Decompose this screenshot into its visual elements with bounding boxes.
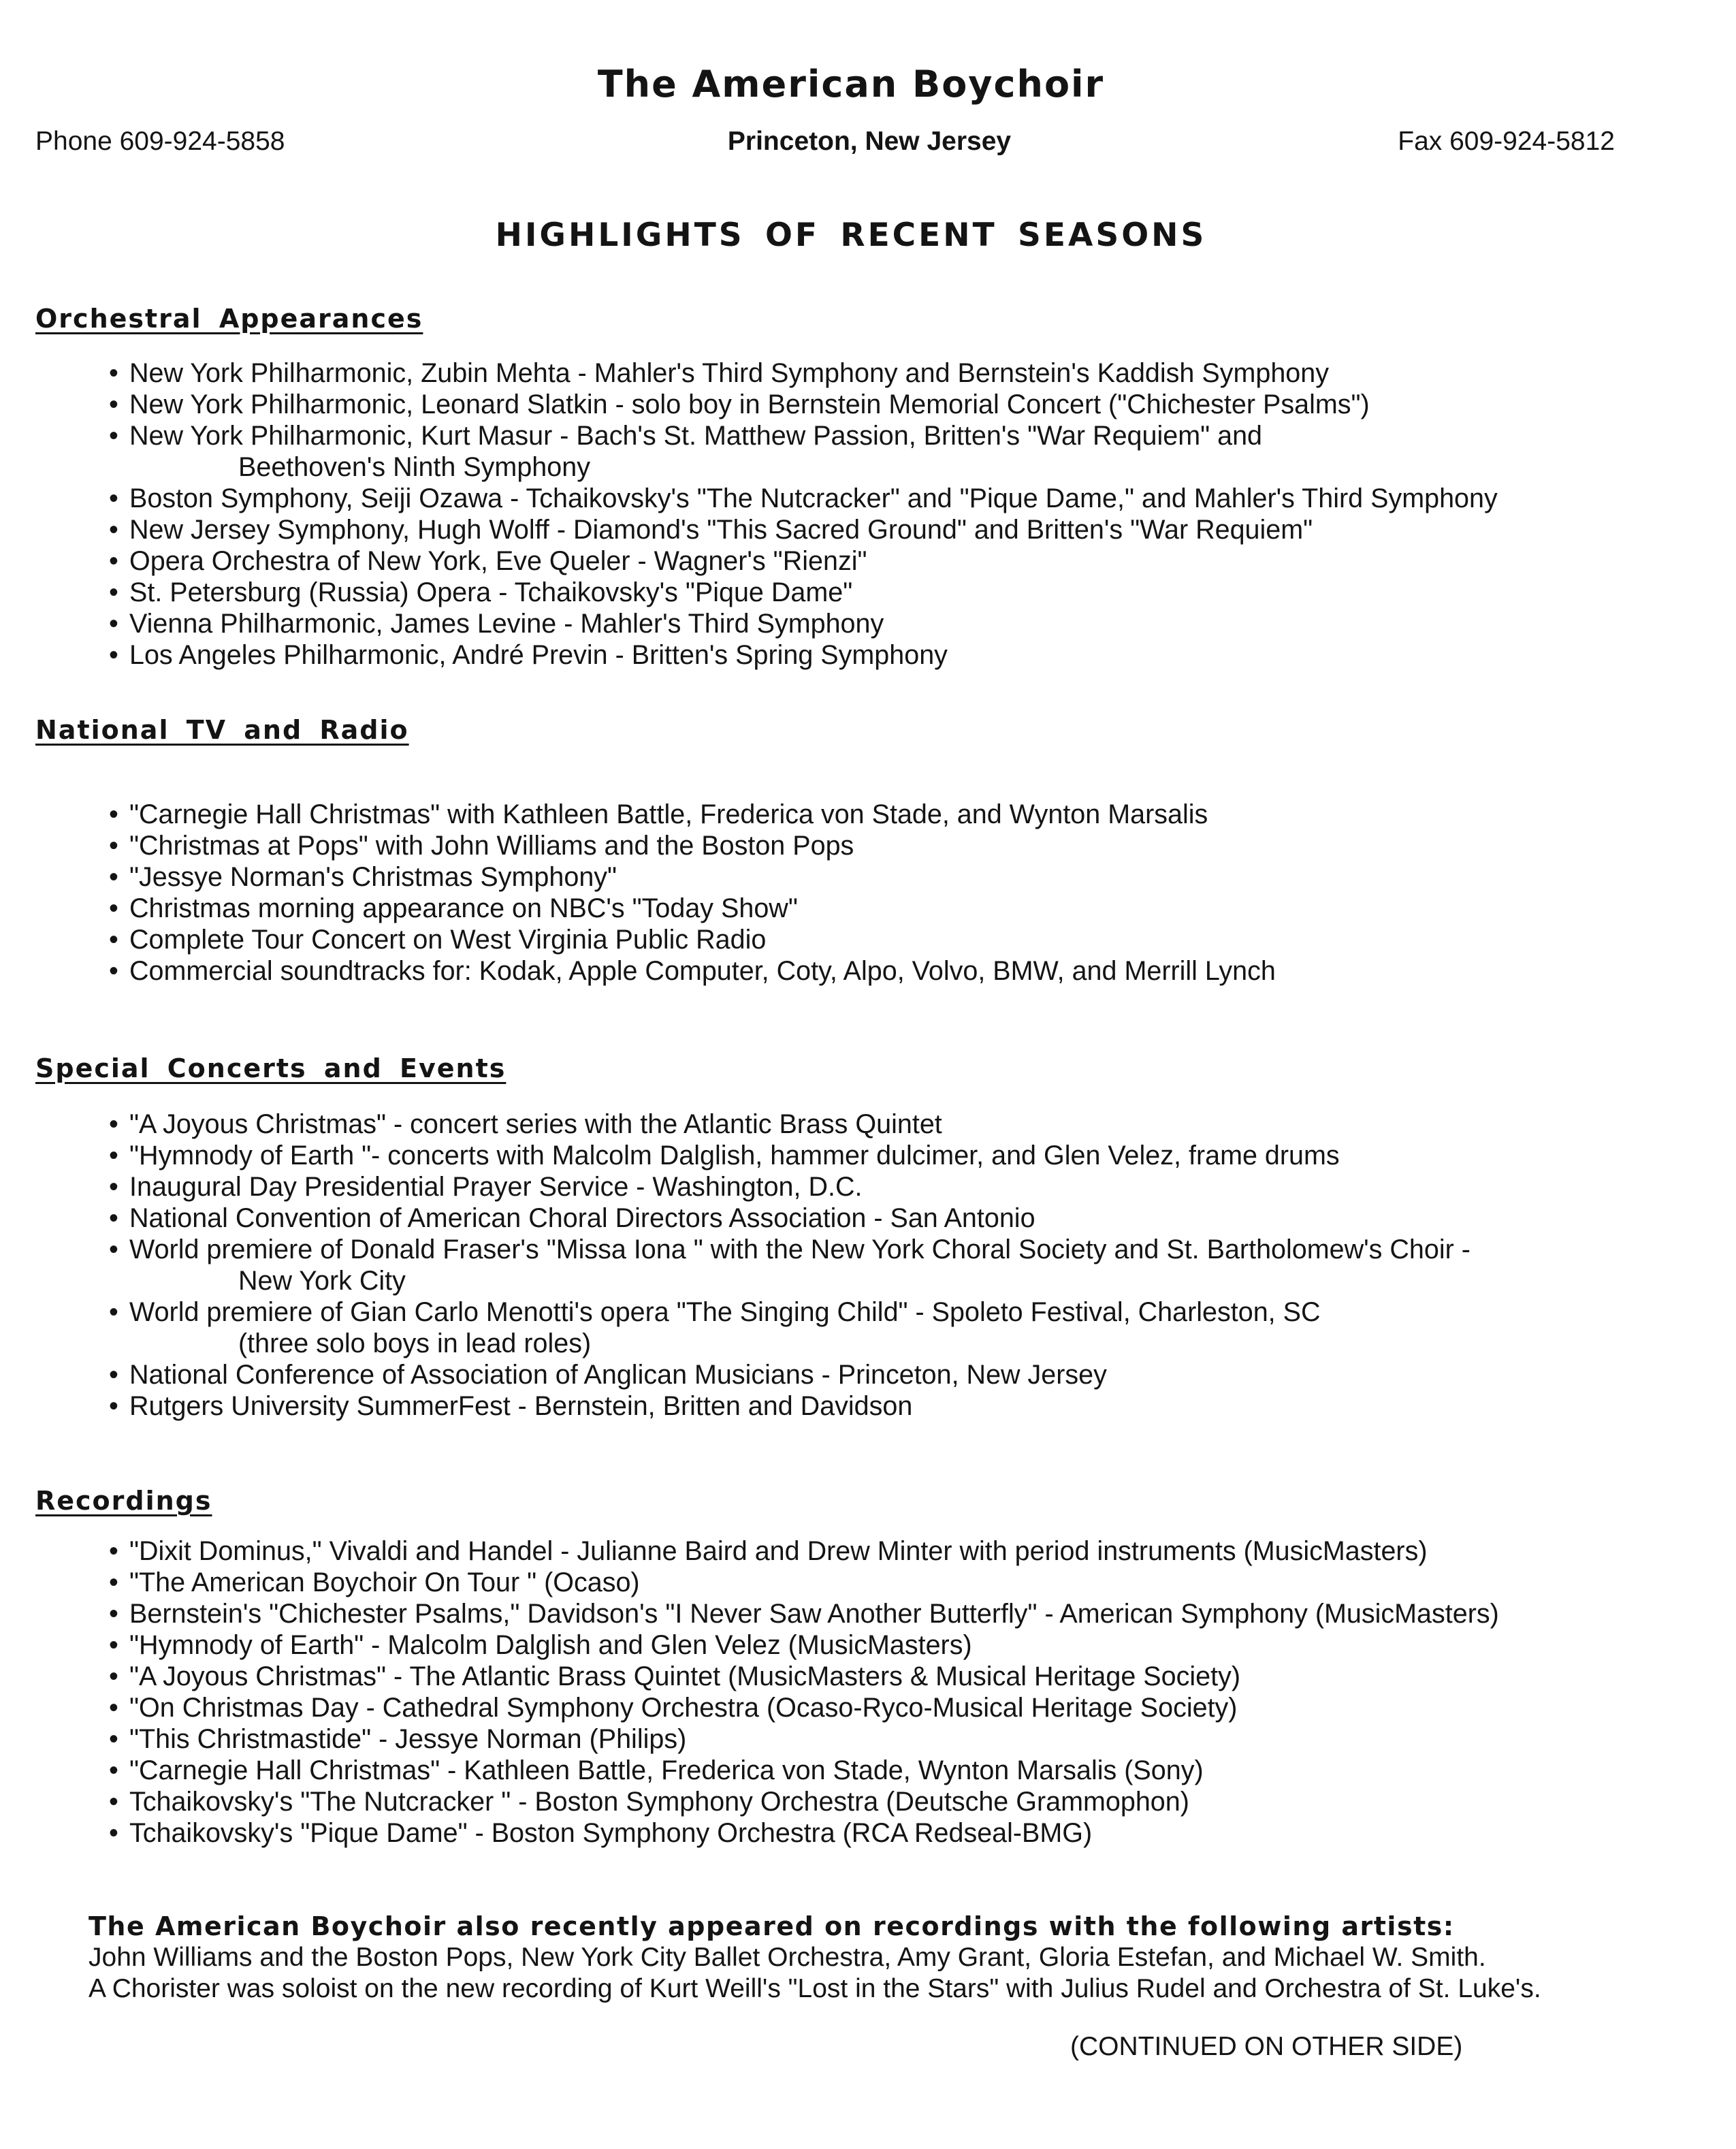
list-item	[109, 514, 1498, 545]
fax-number: Fax 609-924-5812	[1398, 127, 1615, 156]
list-item-text: Vienna Philharmonic, James Levine - Mahler's Third Symphony	[129, 609, 884, 639]
list-item-text: "Carnegie Hall Christmas" with Kathleen Battle, Frederica von Stade, and Wynton Marsalis	[129, 799, 1208, 829]
list-item-text: Los Angeles Philharmonic, André Previn - Britten's Spring Symphony	[129, 640, 948, 670]
list-item-text: "The American Boychoir On Tour " (Ocaso)	[129, 1567, 640, 1597]
list-item	[109, 861, 1276, 893]
list-item-text: "Christmas at Pops" with John Williams and the Boston Pops	[129, 831, 854, 861]
list-item-text: Christmas morning appearance on NBC's "Today Show"	[129, 893, 798, 923]
list-item	[109, 1535, 1499, 1567]
list-item-continuation: New York City	[238, 1266, 406, 1296]
list-item-text: Tchaikovsky's "Pique Dame" - Boston Symphony Orchestra (RCA Redseal-BMG)	[129, 1818, 1093, 1848]
list-item-text: "Hymnody of Earth "- concerts with Malcolm Dalglish, hammer dulcimer, and Glen Velez, frame drums	[129, 1141, 1340, 1171]
list-item	[109, 1203, 1470, 1234]
list-item-text: Opera Orchestra of New York, Eve Queler - Wagner's "Rienzi"	[129, 546, 867, 576]
recordings-list	[109, 1535, 1499, 1849]
page-heading: HIGHLIGHTS OF RECENT SEASONS	[495, 217, 1207, 254]
list-item-text: New York Philharmonic, Zubin Mehta - Mahler's Third Symphony and Bernstein's Kaddish Symphony	[129, 358, 1329, 388]
orchestral-list	[109, 357, 1498, 671]
list-item	[109, 1817, 1499, 1849]
list-item-text: Tchaikovsky's "The Nutcracker " - Boston Symphony Orchestra (Deutsche Grammophon)	[129, 1787, 1189, 1817]
list-item-text: "Dixit Dominus," Vivaldi and Handel - Julianne Baird and Drew Minter with period instruments (MusicMasters)	[129, 1536, 1428, 1566]
list-item-text: St. Petersburg (Russia) Opera - Tchaikovsky's "Pique Dame"	[129, 577, 853, 607]
list-item	[109, 545, 1498, 577]
closing-line-artists: John Williams and the Boston Pops, New York City Ballet Orchestra, Amy Grant, Gloria Estefan, and Michael W. Smith.	[89, 1943, 1486, 1972]
contact-row	[35, 127, 1615, 168]
list-item	[109, 1109, 1470, 1140]
section-heading-tv-radio: National TV and Radio	[35, 715, 409, 745]
list-item	[109, 830, 1276, 861]
list-item-text: Commercial soundtracks for: Kodak, Apple Computer, Coty, Alpo, Volvo, BMW, and Merrill Lynch	[129, 956, 1276, 986]
list-item	[109, 1140, 1470, 1171]
list-item	[109, 799, 1276, 830]
list-item-text: Boston Symphony, Seiji Ozawa - Tchaikovsky's "The Nutcracker" and "Pique Dame," and Mahler's Third Symphony	[129, 483, 1498, 513]
list-item	[109, 1786, 1499, 1817]
continued-note: (CONTINUED ON OTHER SIDE)	[1070, 2032, 1463, 2061]
list-item	[109, 420, 1498, 483]
list-item-text: National Convention of American Choral Directors Association - San Antonio	[129, 1203, 1035, 1233]
special-events-list	[109, 1109, 1470, 1422]
list-item-text: Complete Tour Concert on West Virginia Public Radio	[129, 925, 767, 955]
list-item	[109, 389, 1498, 420]
closing-lead: The American Boychoir also recently appeared on recordings with the following artists:	[89, 1911, 1455, 1941]
list-item-text: World premiere of Donald Fraser's "Missa Iona " with the New York Choral Society and St. Bartholomew's Choir -	[129, 1235, 1470, 1264]
list-item	[109, 893, 1276, 924]
list-item-text: "Jessye Norman's Christmas Symphony"	[129, 862, 617, 892]
list-item-text: World premiere of Gian Carlo Menotti's opera "The Singing Child" - Spoleto Festival, Charleston, SC	[129, 1297, 1321, 1327]
list-item	[109, 955, 1276, 987]
list-item	[109, 639, 1498, 671]
list-item-text: New Jersey Symphony, Hugh Wolff - Diamond's "This Sacred Ground" and Britten's "War Requiem"	[129, 515, 1313, 545]
list-item	[109, 924, 1276, 955]
list-item-text: "This Christmastide" - Jessye Norman (Philips)	[129, 1724, 687, 1754]
location: Princeton, New Jersey	[727, 127, 1012, 156]
list-item	[109, 1567, 1499, 1598]
list-item	[109, 1171, 1470, 1203]
list-item-text: Inaugural Day Presidential Prayer Service - Washington, D.C.	[129, 1172, 863, 1202]
closing-line-chorister: A Chorister was soloist on the new recording of Kurt Weill's "Lost in the Stars" with Julius Rudel and Orchestra of St. Luke's.	[89, 1974, 1541, 2003]
tv-radio-list	[109, 799, 1276, 987]
section-heading-recordings: Recordings	[35, 1486, 212, 1516]
list-item	[109, 1661, 1499, 1692]
list-item	[109, 1359, 1470, 1390]
list-item	[109, 1692, 1499, 1723]
list-item	[109, 1234, 1470, 1296]
list-item-text: "On Christmas Day - Cathedral Symphony Orchestra (Ocaso-Ryco-Musical Heritage Society)	[129, 1693, 1238, 1723]
list-item-text: National Conference of Association of Anglican Musicians - Princeton, New Jersey	[129, 1360, 1107, 1390]
list-item	[109, 1296, 1470, 1359]
section-heading-special-events: Special Concerts and Events	[35, 1053, 507, 1083]
list-item-text: New York Philharmonic, Kurt Masur - Bach's St. Matthew Passion, Britten's "War Requiem" and	[129, 421, 1263, 451]
list-item	[109, 483, 1498, 514]
list-item	[109, 1598, 1499, 1629]
list-item	[109, 357, 1498, 389]
list-item	[109, 608, 1498, 639]
organization-title: The American Boychoir	[597, 63, 1105, 106]
list-item-continuation: Beethoven's Ninth Symphony	[238, 452, 590, 482]
list-item	[109, 1629, 1499, 1661]
list-item-text: Rutgers University SummerFest - Bernstein, Britten and Davidson	[129, 1391, 913, 1421]
list-item	[109, 1390, 1470, 1422]
list-item-text: "Hymnody of Earth" - Malcolm Dalglish and Glen Velez (MusicMasters)	[129, 1630, 972, 1660]
list-item-text: "A Joyous Christmas" - concert series with the Atlantic Brass Quintet	[129, 1109, 942, 1139]
list-item-text: "Carnegie Hall Christmas" - Kathleen Battle, Frederica von Stade, Wynton Marsalis (Sony)	[129, 1755, 1204, 1785]
list-item-text: New York Philharmonic, Leonard Slatkin - solo boy in Bernstein Memorial Concert ("Chichester Psalms")	[129, 389, 1370, 419]
list-item-text: Bernstein's "Chichester Psalms," Davidson's "I Never Saw Another Butterfly" - American Symphony (MusicMasters)	[129, 1599, 1499, 1629]
list-item	[109, 577, 1498, 608]
list-item	[109, 1723, 1499, 1755]
phone-number: Phone 609-924-5858	[35, 127, 285, 156]
section-heading-orchestral: Orchestral Appearances	[35, 304, 423, 334]
list-item	[109, 1755, 1499, 1786]
list-item-text: "A Joyous Christmas" - The Atlantic Brass Quintet (MusicMasters & Musical Heritage Society)	[129, 1661, 1240, 1691]
closing-paragraph	[89, 1911, 1541, 2005]
list-item-continuation: (three solo boys in lead roles)	[238, 1328, 592, 1358]
